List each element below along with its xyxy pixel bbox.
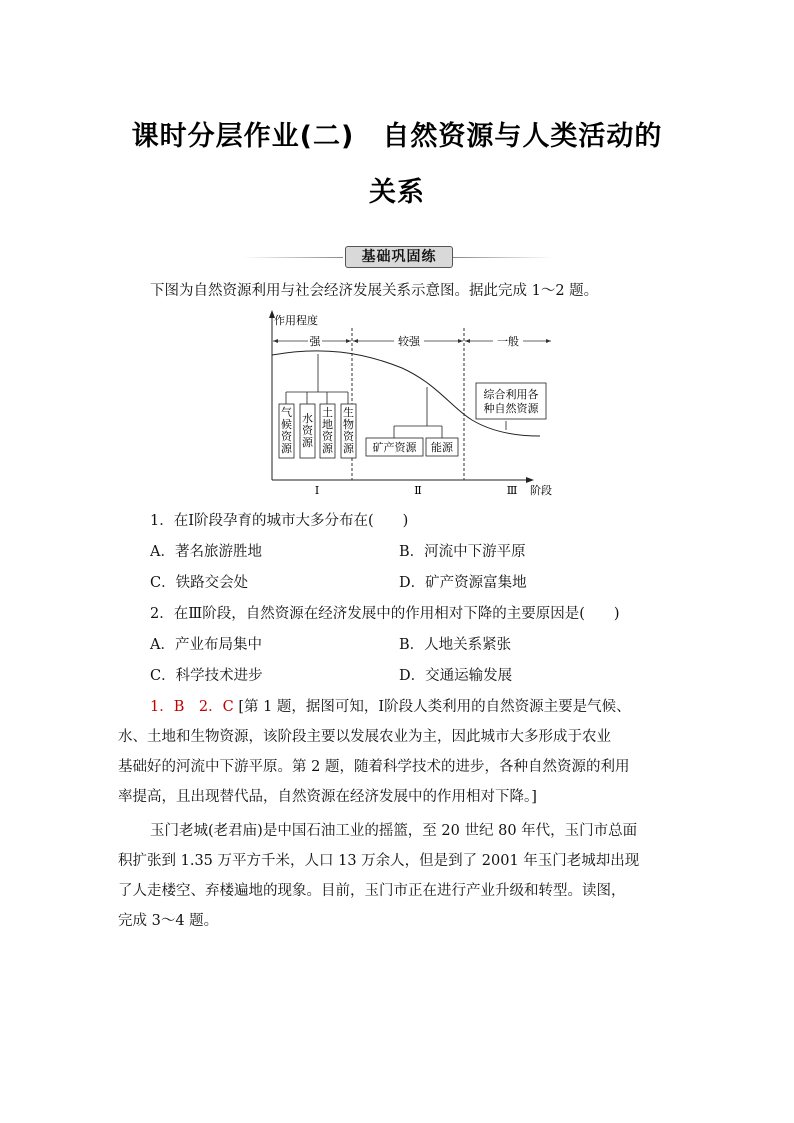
section-divider-right [453,257,553,258]
stage-label-3: Ⅲ [506,484,518,497]
svg-text:综合利用各: 综合利用各 [483,388,539,401]
svg-text:土: 土 [322,406,333,419]
question-1-option-b[interactable]: B．河流中下游平原 [399,544,526,560]
resource-box-mineral [366,438,423,456]
svg-text:种自然资源: 种自然资源 [483,402,539,415]
question-2-option-c[interactable]: C．科学技术进步 [150,668,263,684]
x-axis-label: 阶段 [530,484,552,497]
question-2-option-b[interactable]: B．人地关系紧张 [399,637,512,653]
answer-explanation [118,692,678,812]
resource-stage-diagram [262,308,562,503]
svg-text:源: 源 [281,442,292,455]
question-1-stem: 1．在Ⅰ阶段孕育的城市大多分布在( ) [150,513,409,529]
svg-text:资: 资 [302,424,313,437]
stage-strength-3: 一般 [497,335,519,348]
svg-text:源: 源 [322,442,333,455]
svg-text:生: 生 [343,406,354,419]
svg-text:气: 气 [281,406,292,419]
svg-text:物: 物 [343,418,354,431]
passage-line-4: 完成 3～4 题。 [118,913,219,929]
answer-key: 1．B 2．C [150,699,234,715]
passage-line-3: 了人走楼空、弃楼遍地的现象。目前，玉门市正在进行产业升级和转型。读图， [118,883,626,899]
question-1-option-a[interactable]: A．著名旅游胜地 [150,544,262,560]
stage-label-2: Ⅱ [414,484,422,497]
resource-box-biological [341,404,356,458]
answer-line-1: [第 1 题，据图可知，Ⅰ阶段人类利用的自然资源主要是气候、 [238,699,631,715]
svg-text:能源: 能源 [431,441,453,454]
passage-line-1: 玉门老城(老君庙)是中国石油工业的摇篮，至 20 世纪 80 年代，玉门市总面 [150,823,638,839]
svg-text:矿产资源: 矿产资源 [372,441,417,454]
section-label: 基础巩固练 [345,246,453,268]
stage-strength-1: 强 [309,335,321,348]
passage-line-2: 积扩张到 1.35 万平方千米，人口 13 万余人，但是到了 2001 年玉门老城却出现 [118,853,640,869]
page-title-continued: 关系 [369,177,425,208]
svg-text:地: 地 [322,418,333,431]
question-1-option-c[interactable]: C．铁路交会处 [150,575,249,591]
resource-box-climate [279,404,294,458]
question-1-option-d[interactable]: D．矿产资源富集地 [399,575,527,591]
question-2-stem: 2．在Ⅲ阶段，自然资源在经济发展中的作用相对下降的主要原因是( ) [150,606,620,622]
answer-line-2: 水、土地和生物资源，该阶段主要以发展农业为主，因此城市大多形成于农业 [118,729,611,745]
section-divider-left [243,257,343,258]
resource-box-energy [426,438,458,456]
svg-text:资: 资 [343,430,354,443]
passage-yumen [118,816,678,936]
question-2-option-a[interactable]: A．产业布局集中 [150,637,262,653]
answer-line-3: 基础好的河流中下游平原。第 2 题，随着科学技术的进步，各种自然资源的利用 [118,759,630,775]
answer-line-4: 率提高，且出现替代品，自然资源在经济发展中的作用相对下降。] [118,789,537,805]
svg-text:源: 源 [302,436,313,449]
resource-box-water [300,404,315,458]
section-header [243,246,553,268]
resource-box-land [320,404,335,458]
page-title: 课时分层作业(二) 自然资源与人类活动的 [131,121,663,152]
x-axis-arrow [526,477,534,483]
y-axis-label: 作用程度 [274,314,318,327]
svg-text:资: 资 [281,430,292,443]
question-2-option-d[interactable]: D．交通运输发展 [399,668,513,684]
svg-text:水: 水 [302,412,313,425]
stage-label-1: Ⅰ [314,484,320,497]
stage-strength-2: 较强 [398,335,420,348]
svg-text:源: 源 [343,442,354,455]
question-intro: 下图为自然资源利用与社会经济发展关系示意图。据此完成 1～2 题。 [150,283,599,299]
svg-text:候: 候 [281,418,292,431]
svg-text:资: 资 [322,430,333,443]
resource-box-comprehensive [476,383,546,419]
